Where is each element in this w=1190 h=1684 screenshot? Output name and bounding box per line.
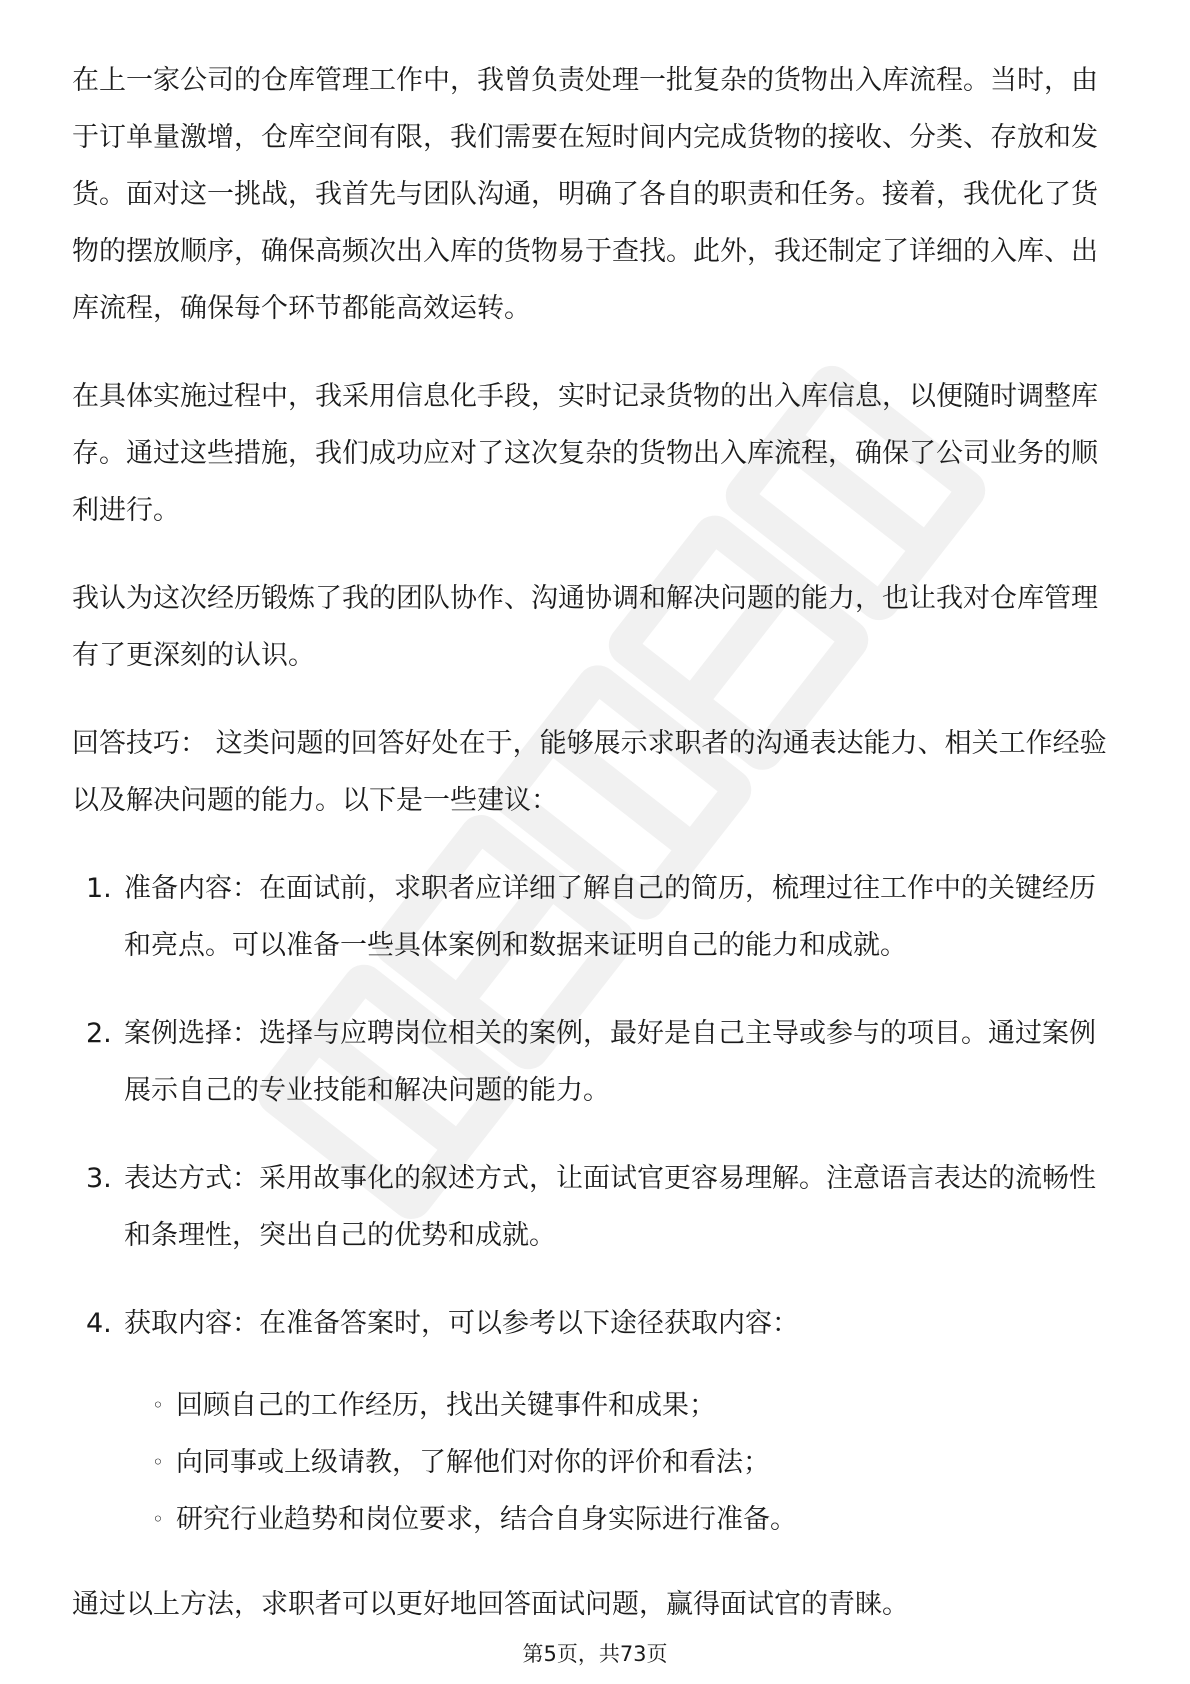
tip-item-3 — [72, 1150, 1122, 1264]
paragraph-answer-tips: 回答技巧： 这类问题的回答好处在于，能够展示求职者的沟通表达能力、相关工作经验以及解决问题的能力。以下是一些建议： — [72, 728, 1107, 816]
tip-text: 表达方式：采用故事化的叙述方式，让面试官更容易理解。注意语言表达的流畅性和条理性，突出自己的优势和成就。 — [124, 1163, 1096, 1251]
sub-item-text: 回顾自己的工作经历，找出关键事件和成果； — [176, 1390, 716, 1421]
tip-number: 2. — [86, 1018, 112, 1049]
document-body — [72, 52, 1122, 1664]
tips-list — [72, 860, 1122, 1352]
sub-item-text: 研究行业趋势和岗位要求，结合自身实际进行准备。 — [176, 1504, 797, 1535]
tip-number: 4. — [86, 1308, 112, 1339]
tip-text: 准备内容：在面试前，求职者应详细了解自己的简历，梳理过往工作中的关键经历和亮点。可以准备一些具体案例和数据来证明自己的能力和成就。 — [124, 873, 1096, 961]
sub-item-2 — [72, 1434, 1122, 1491]
page-number-footer: 第5页，共73页 — [522, 1642, 668, 1666]
paragraph-closing: 通过以上方法，求职者可以更好地回答面试问题，赢得面试官的青睐。 — [72, 1589, 909, 1620]
tip-text: 案例选择：选择与应聘岗位相关的案例，最好是自己主导或参与的项目。通过案例展示自己的专业技能和解决问题的能力。 — [124, 1018, 1096, 1106]
bullet-icon: ◦ — [152, 1450, 164, 1474]
sub-item-3 — [72, 1491, 1122, 1548]
bullet-icon: ◦ — [152, 1393, 164, 1417]
sources-sublist — [72, 1377, 1122, 1548]
paragraph-reflection: 我认为这次经历锻炼了我的团队协作、沟通协调和解决问题的能力，也让我对仓库管理有了更深刻的认识。 — [72, 583, 1098, 671]
tip-number: 3. — [86, 1163, 112, 1194]
tip-item-1 — [72, 860, 1122, 974]
paragraph-experience: 在上一家公司的仓库管理工作中，我曾负责处理一批复杂的货物出入库流程。当时，由于订单量激增，仓库空间有限，我们需要在短时间内完成货物的接收、分类、存放和发货。面对这一挑战，我首先与团队沟通，明确了各自的职责和任务。接着，我优化了货物的摆放顺序，确保高频次出入库的货物易于查找。此外，我还制定了详细的入库、出库流程，确保每个环节都能高效运转。 — [72, 65, 1098, 324]
paragraph-implementation: 在具体实施过程中，我采用信息化手段，实时记录货物的出入库信息，以便随时调整库存。通过这些措施，我们成功应对了这次复杂的货物出入库流程，确保了公司业务的顺利进行。 — [72, 381, 1098, 526]
tip-item-2 — [72, 1005, 1122, 1119]
tip-text: 获取内容：在准备答案时，可以参考以下途径获取内容： — [124, 1308, 799, 1339]
bullet-icon: ◦ — [152, 1507, 164, 1531]
sub-item-text: 向同事或上级请教，了解他们对你的评价和看法； — [176, 1447, 770, 1478]
sub-item-1 — [72, 1377, 1122, 1434]
tip-number: 1. — [86, 873, 112, 904]
tip-item-4 — [72, 1295, 1122, 1352]
